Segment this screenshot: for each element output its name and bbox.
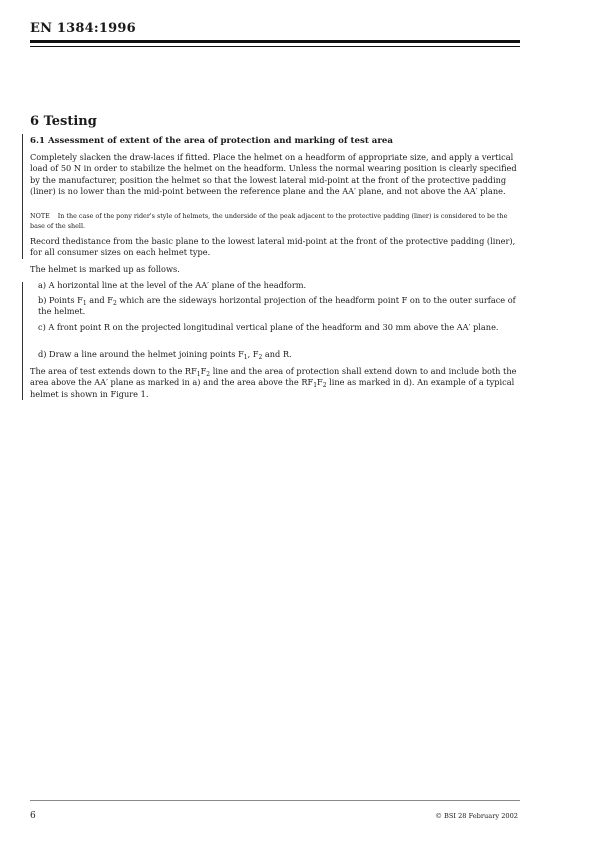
copyright-notice: © BSI 28 February 2002	[435, 812, 518, 820]
paragraph-marking-intro: The helmet is marked up as follows.	[30, 264, 180, 274]
page-number: 6	[30, 811, 36, 821]
list-item-c: c) A front point R on the projected longitudinal vertical plane of the headform and 30 mm above the AA′ plane.	[38, 322, 499, 332]
paragraph-positioning: Completely slacken the draw-laces if fitted. Place the helmet on a headform of appropriate size, and apply a vertical load of 50 N in order to stabilize the helmet on the headform. Unless the normal wearing position is clearly specified by the manufacturer, position the helmet so that the lowest lateral mid-point at the front of the protective padding (liner) is no lower than the mid-point between the reference plane and the AA′ plane, and not above the AA′ plane.	[30, 152, 517, 197]
change-bar	[22, 134, 23, 259]
note	[30, 212, 520, 231]
subsection-heading: 6.1 Assessment of extent of the area of protection and marking of test area	[30, 136, 393, 146]
paragraph-record-distance: Record thedistance from the basic plane to the lowest lateral mid-point at the front of the protective padding (liner), for all consumer sizes on each helmet type.	[30, 236, 516, 258]
header-rule-thick	[30, 40, 520, 43]
note-text: In the case of the pony rider's style of helmets, the underside of the peak adjacent to the protective padding (liner) is considered to be the base of the shell.	[30, 212, 508, 230]
note-label: NOTE	[30, 212, 50, 220]
list-item-b: b) Points $F_1$ and $F_2$ which are the sideways horizontal projection of the headform point F on to the outer surface of the helmet.	[38, 295, 516, 317]
paragraph-test-area: The area of test extends down to the $RF_1F_2$ line and the area of protection shall extend down to and include both the area above the AA′ plane as marked in a) and the area above the $RF_1F_2$ line as marked in d). An example of a typical helmet is shown in Figure 1.	[30, 366, 517, 399]
section-heading: 6 Testing	[30, 114, 97, 129]
header-rule-thin	[30, 46, 520, 47]
footer-rule	[30, 800, 520, 801]
document-id: EN 1384:1996	[30, 21, 136, 36]
list-item-d: d) Draw a line around the helmet joining points $F_1$, $F_2$ and R.	[38, 349, 292, 361]
list-item-a: a) A horizontal line at the level of the AA′ plane of the headform.	[38, 280, 307, 290]
change-bar	[22, 282, 23, 400]
